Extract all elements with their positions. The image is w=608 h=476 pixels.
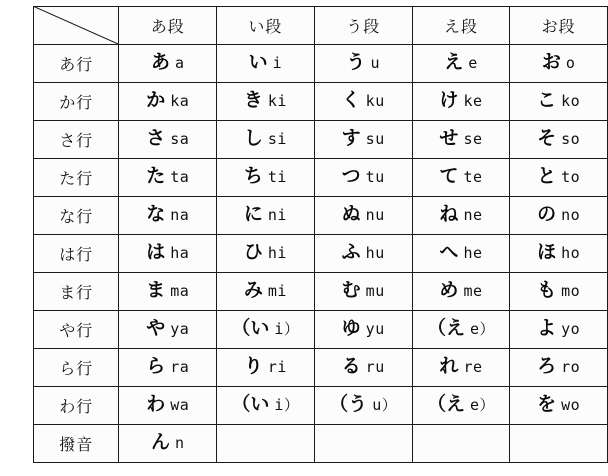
romaji-label: hu	[365, 244, 385, 262]
kana-glyph: （え	[426, 318, 465, 339]
row-header-ra	[34, 349, 119, 387]
table-row	[34, 387, 608, 425]
kana-glyph: い	[248, 52, 268, 73]
row-header-ma	[34, 273, 119, 311]
table-row	[34, 83, 608, 121]
romaji-label: e）	[469, 320, 495, 338]
kana-cell	[119, 45, 217, 83]
kana-cell	[217, 235, 315, 273]
kana-cell	[510, 387, 608, 425]
kana-glyph: ろ	[537, 356, 557, 377]
kana-cell	[217, 273, 315, 311]
kana-cell	[119, 425, 217, 463]
kana-glyph: か	[146, 90, 166, 111]
kana-glyph: く	[341, 90, 361, 111]
table-corner-cell	[34, 7, 119, 45]
row-header-label: ら行	[59, 361, 94, 378]
romaji-label: no	[561, 206, 581, 224]
row-header-label: あ行	[59, 57, 94, 74]
table-row	[34, 349, 608, 387]
kana-glyph: ゆ	[341, 318, 361, 339]
kana-cell	[119, 83, 217, 121]
romaji-label: so	[561, 130, 581, 148]
kana-cell	[510, 311, 608, 349]
romaji-label: te	[463, 168, 483, 186]
romaji-label: ru	[365, 358, 385, 376]
kana-cell	[217, 121, 315, 159]
romaji-label: o	[565, 54, 576, 72]
kana-glyph: め	[439, 280, 459, 301]
row-header-sa	[34, 121, 119, 159]
kana-glyph: み	[243, 280, 263, 301]
kana-glyph: ん	[150, 432, 170, 453]
romaji-label: wa	[170, 396, 190, 414]
romaji-label: mo	[561, 282, 581, 300]
romaji-label: yu	[365, 320, 385, 338]
romaji-label: e）	[469, 396, 495, 414]
column-header-label: う段	[346, 19, 381, 36]
kana-cell	[314, 273, 412, 311]
table-row	[34, 235, 608, 273]
empty-cell	[412, 425, 510, 463]
romaji-label: wo	[561, 396, 581, 414]
row-header-label: か行	[59, 95, 94, 112]
kana-cell	[412, 83, 510, 121]
row-header-label: 撥音	[59, 437, 94, 454]
column-header-label: え段	[443, 19, 478, 36]
hiragana-table	[33, 6, 608, 463]
table-row	[34, 425, 608, 463]
romaji-label: re	[463, 358, 483, 376]
kana-glyph: （い	[231, 394, 270, 415]
kana-glyph: あ	[150, 52, 170, 73]
kana-glyph: さ	[146, 128, 166, 149]
kana-glyph: そ	[537, 128, 557, 149]
kana-cell	[217, 387, 315, 425]
column-header-label: い段	[248, 19, 283, 36]
romaji-label: a	[175, 54, 185, 72]
kana-cell	[314, 83, 412, 121]
kana-cell	[119, 235, 217, 273]
kana-glyph: ら	[146, 356, 166, 377]
romaji-label: me	[463, 282, 483, 300]
romaji-label: nu	[365, 206, 385, 224]
kana-cell	[217, 83, 315, 121]
romaji-label: ta	[170, 168, 190, 186]
kana-glyph: り	[243, 356, 263, 377]
romaji-label: ka	[170, 92, 190, 110]
romaji-label: su	[365, 130, 385, 148]
row-header-label: な行	[59, 209, 94, 226]
kana-cell	[510, 121, 608, 159]
row-header-label: や行	[59, 323, 94, 340]
romaji-label: he	[463, 244, 483, 262]
romaji-label: e	[468, 54, 478, 72]
table-row	[34, 311, 608, 349]
romaji-label: ko	[561, 92, 581, 110]
table-row	[34, 45, 608, 83]
kana-cell	[510, 349, 608, 387]
romaji-label: mu	[365, 282, 385, 300]
kana-glyph: け	[439, 90, 459, 111]
romaji-label: i）	[274, 396, 300, 414]
kana-glyph: う	[346, 52, 366, 73]
kana-cell	[314, 45, 412, 83]
row-header-wa	[34, 387, 119, 425]
kana-cell	[412, 235, 510, 273]
romaji-label: to	[561, 168, 581, 186]
kana-cell	[119, 159, 217, 197]
column-header-i	[217, 7, 315, 45]
row-header-label: わ行	[59, 399, 94, 416]
kana-cell	[412, 273, 510, 311]
table-row	[34, 273, 608, 311]
kana-cell	[217, 311, 315, 349]
kana-cell	[314, 235, 412, 273]
kana-cell	[314, 197, 412, 235]
kana-cell	[412, 387, 510, 425]
kana-glyph: て	[439, 166, 459, 187]
kana-glyph: ぬ	[341, 204, 361, 225]
romaji-label: mi	[267, 282, 287, 300]
row-header-label: た行	[59, 171, 94, 188]
row-header-a	[34, 45, 119, 83]
kana-glyph: わ	[146, 394, 166, 415]
romaji-label: ni	[267, 206, 287, 224]
row-header-label: は行	[59, 247, 94, 264]
kana-cell	[412, 45, 510, 83]
kana-cell	[314, 349, 412, 387]
kana-glyph: ね	[439, 204, 459, 225]
kana-cell	[412, 121, 510, 159]
romaji-label: yo	[561, 320, 581, 338]
romaji-label: si	[267, 130, 287, 148]
column-header-u	[314, 7, 412, 45]
kana-glyph: る	[341, 356, 361, 377]
kana-glyph: こ	[537, 90, 557, 111]
kana-glyph: き	[243, 90, 263, 111]
kana-glyph: も	[537, 280, 557, 301]
kana-glyph: に	[243, 204, 263, 225]
table-row	[34, 159, 608, 197]
row-header-ha	[34, 235, 119, 273]
kana-glyph: や	[146, 318, 166, 339]
kana-glyph: ふ	[341, 242, 361, 263]
kana-cell	[217, 349, 315, 387]
kana-glyph: は	[146, 242, 166, 263]
kana-cell	[510, 159, 608, 197]
kana-glyph: ま	[146, 280, 166, 301]
romaji-label: ra	[170, 358, 190, 376]
romaji-label: hi	[267, 244, 287, 262]
row-header-hatsuon	[34, 425, 119, 463]
kana-cell	[412, 197, 510, 235]
kana-cell	[119, 121, 217, 159]
empty-cell	[217, 425, 315, 463]
kana-cell	[510, 45, 608, 83]
kana-cell	[412, 159, 510, 197]
kana-cell	[217, 45, 315, 83]
column-header-o	[510, 7, 608, 45]
kana-glyph: な	[146, 204, 166, 225]
romaji-label: ku	[365, 92, 385, 110]
kana-glyph: を	[537, 394, 557, 415]
romaji-label: na	[170, 206, 190, 224]
table-row	[34, 121, 608, 159]
row-header-ka	[34, 83, 119, 121]
kana-glyph: （う	[329, 394, 368, 415]
kana-cell	[510, 197, 608, 235]
kana-cell	[314, 121, 412, 159]
romaji-label: n	[175, 434, 185, 452]
empty-cell	[510, 425, 608, 463]
romaji-label: i）	[274, 320, 300, 338]
kana-cell	[217, 197, 315, 235]
romaji-label: ro	[561, 358, 581, 376]
kana-glyph: ち	[243, 166, 263, 187]
kana-cell	[314, 311, 412, 349]
romaji-label: ri	[267, 358, 287, 376]
empty-cell	[314, 425, 412, 463]
kana-cell	[314, 159, 412, 197]
romaji-label: se	[463, 130, 483, 148]
kana-cell	[217, 159, 315, 197]
romaji-label: ha	[170, 244, 190, 262]
kana-glyph: せ	[439, 128, 459, 149]
romaji-label: u	[370, 54, 380, 72]
romaji-label: tu	[365, 168, 385, 186]
kana-glyph: （い	[231, 318, 270, 339]
romaji-label: sa	[170, 130, 190, 148]
row-header-ya	[34, 311, 119, 349]
hiragana-chart-page	[0, 6, 608, 476]
kana-glyph: た	[146, 166, 166, 187]
romaji-label: i	[272, 54, 283, 72]
row-header-na	[34, 197, 119, 235]
column-header-label: あ段	[150, 19, 185, 36]
kana-cell	[119, 387, 217, 425]
romaji-label: u）	[372, 396, 398, 414]
kana-cell	[119, 197, 217, 235]
kana-glyph: の	[537, 204, 557, 225]
kana-glyph: ひ	[243, 242, 263, 263]
kana-cell	[510, 83, 608, 121]
kana-cell	[119, 311, 217, 349]
kana-cell	[314, 387, 412, 425]
kana-glyph: す	[341, 128, 361, 149]
column-header-e	[412, 7, 510, 45]
kana-glyph: つ	[341, 166, 361, 187]
kana-cell	[412, 349, 510, 387]
kana-glyph: と	[537, 166, 557, 187]
kana-glyph: え	[444, 52, 464, 73]
romaji-label: ma	[170, 282, 190, 300]
kana-cell	[119, 349, 217, 387]
kana-glyph: お	[541, 52, 561, 73]
row-header-label: ま行	[59, 285, 94, 302]
column-header-label: お段	[541, 19, 576, 36]
kana-glyph: れ	[439, 356, 459, 377]
kana-cell	[510, 273, 608, 311]
table-header-row	[34, 7, 608, 45]
column-header-a	[119, 7, 217, 45]
romaji-label: ne	[463, 206, 483, 224]
kana-cell	[412, 311, 510, 349]
romaji-label: ki	[267, 92, 287, 110]
kana-cell	[119, 273, 217, 311]
kana-glyph: む	[341, 280, 361, 301]
table-row	[34, 197, 608, 235]
kana-glyph: ほ	[537, 242, 557, 263]
diagonal-divider-icon	[34, 7, 119, 45]
romaji-label: ke	[463, 92, 483, 110]
kana-glyph: へ	[439, 242, 459, 263]
romaji-label: ya	[170, 320, 190, 338]
row-header-ta	[34, 159, 119, 197]
row-header-label: さ行	[59, 133, 94, 150]
romaji-label: ti	[267, 168, 287, 186]
kana-glyph: （え	[426, 394, 465, 415]
kana-glyph: し	[243, 128, 263, 149]
romaji-label: ho	[561, 244, 581, 262]
kana-glyph: よ	[537, 318, 557, 339]
kana-cell	[510, 235, 608, 273]
